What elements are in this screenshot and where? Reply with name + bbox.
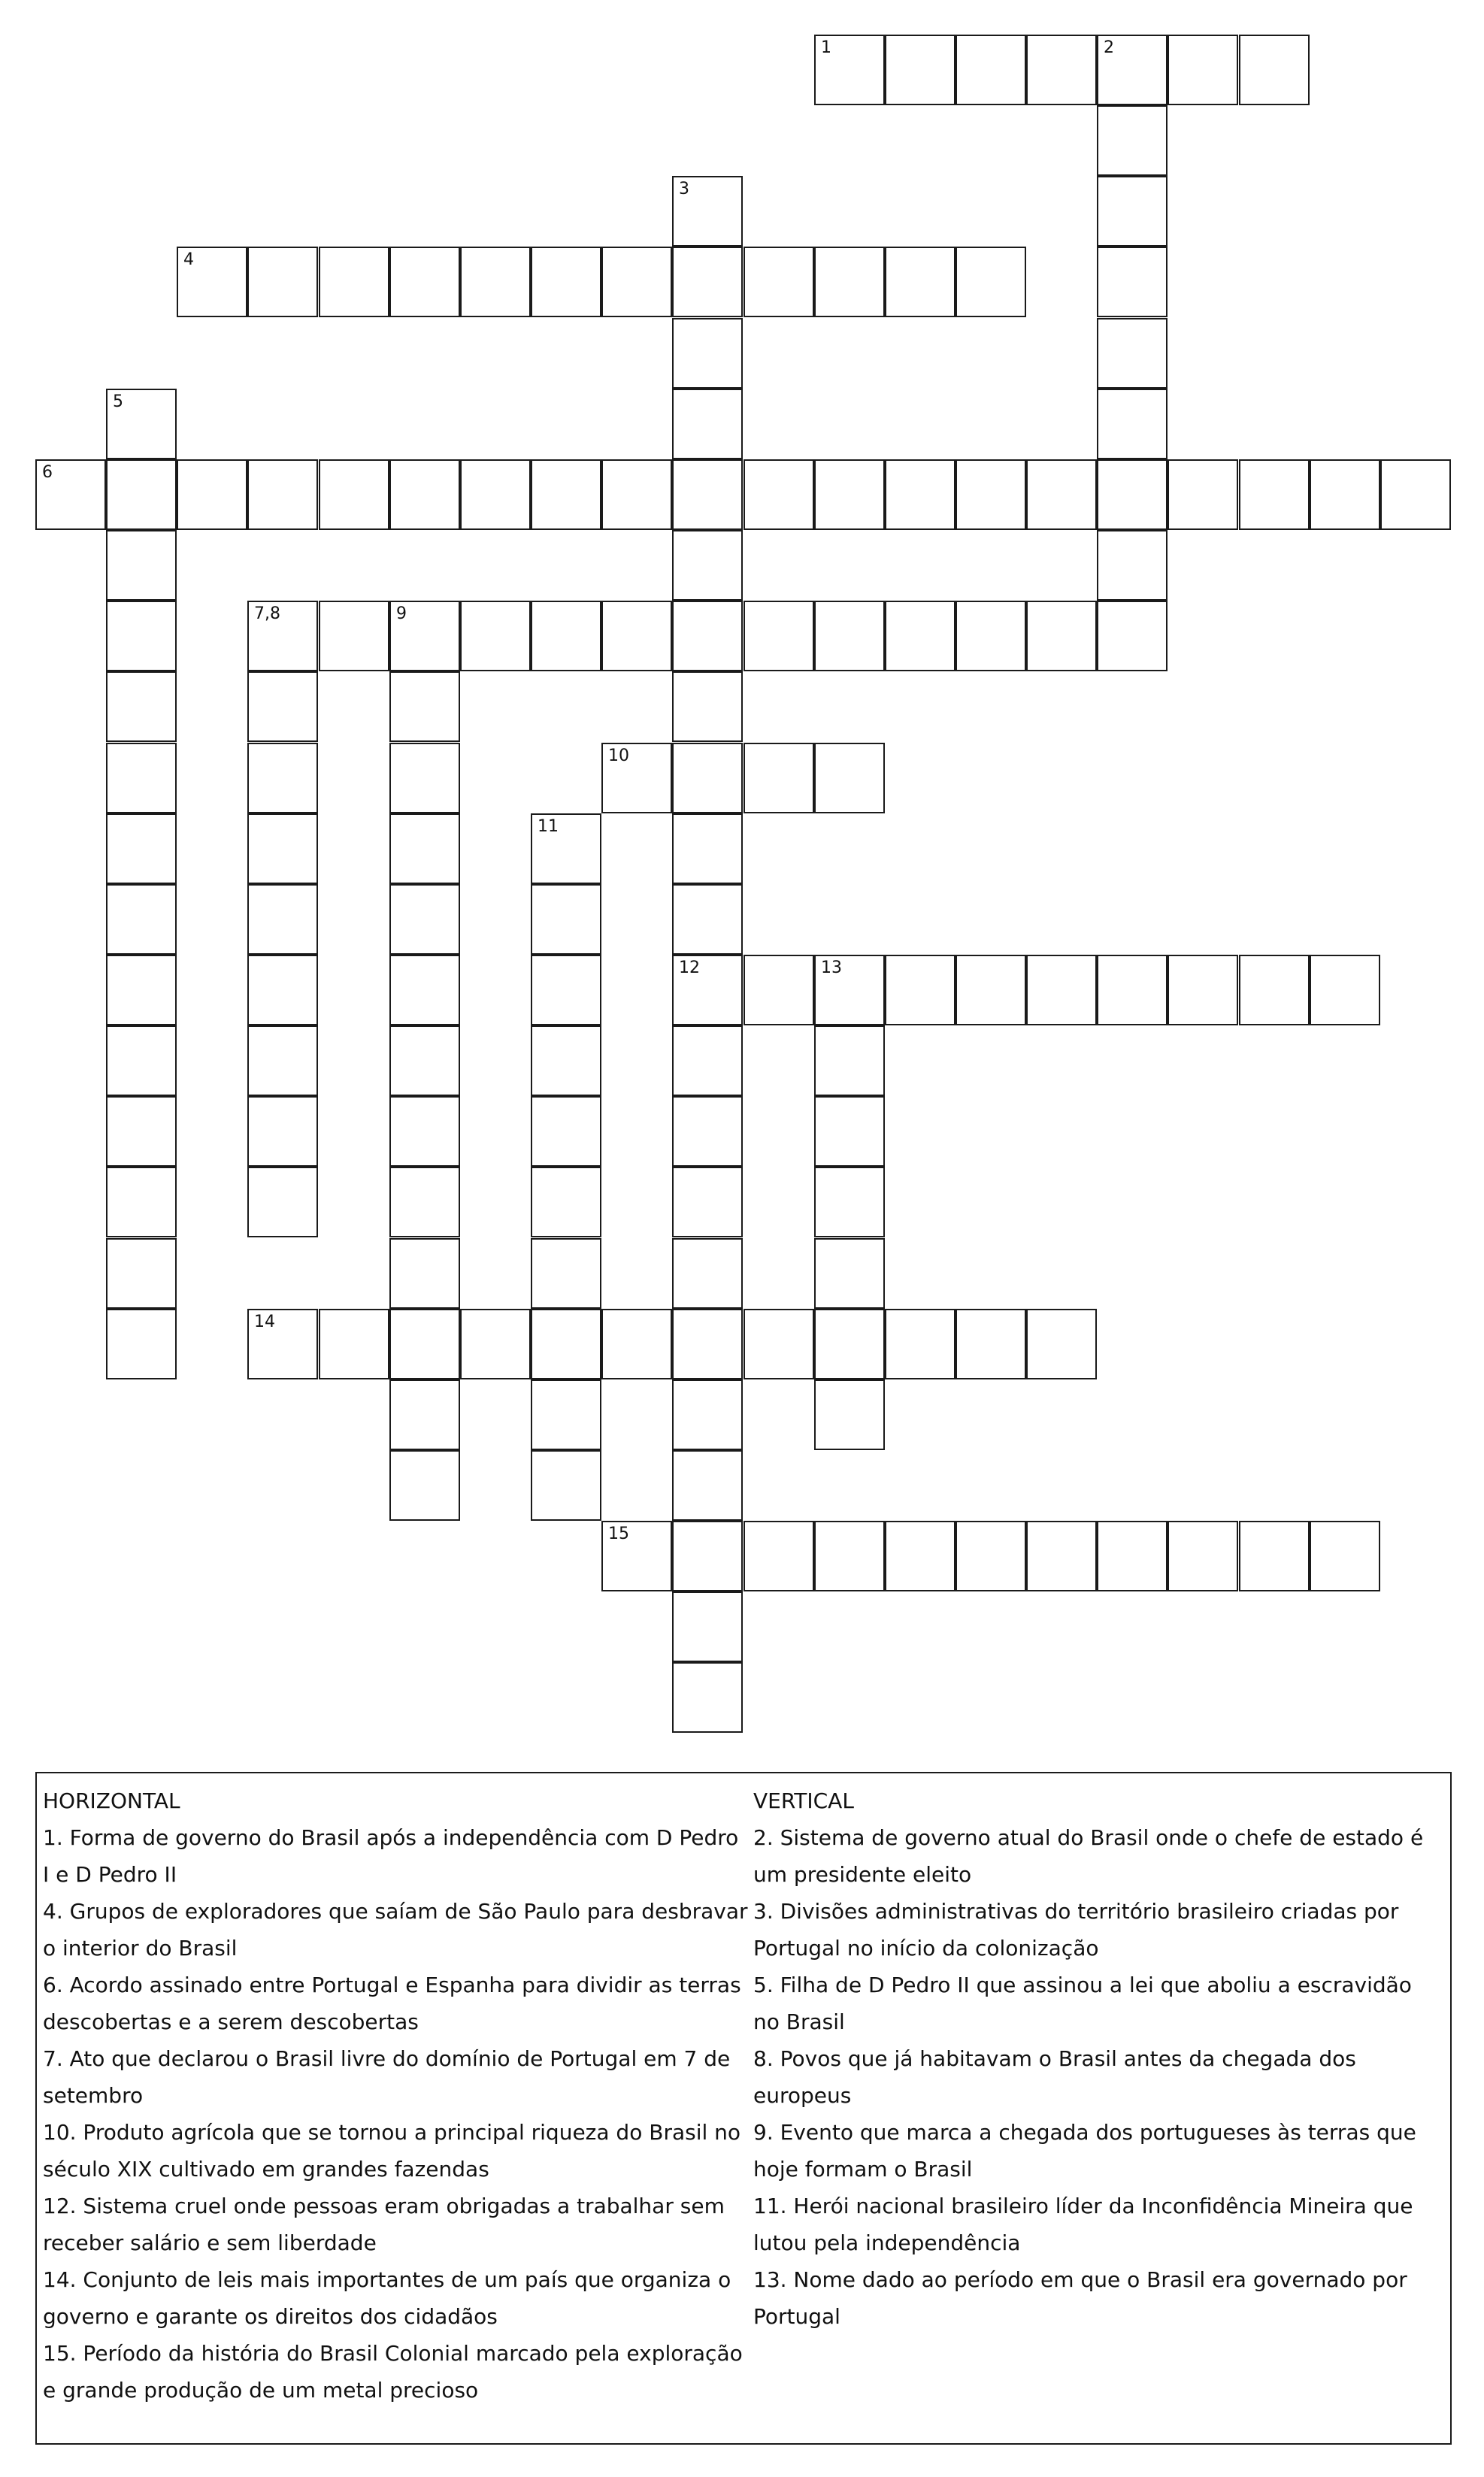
grid-cell[interactable]: [672, 1238, 743, 1309]
grid-cell[interactable]: [672, 884, 743, 955]
grid-cell[interactable]: [814, 1521, 885, 1591]
grid-cell[interactable]: [672, 1662, 743, 1733]
grid-cell[interactable]: [247, 743, 318, 813]
grid-cell[interactable]: [389, 247, 460, 317]
grid-cell[interactable]: [1097, 459, 1168, 530]
grid-cell[interactable]: [247, 955, 318, 1025]
grid-cell[interactable]: [956, 1309, 1026, 1379]
grid-cell[interactable]: [672, 601, 743, 671]
grid-cell[interactable]: [814, 1238, 885, 1309]
clue-number: 2: [1104, 38, 1114, 57]
grid-cell[interactable]: [319, 601, 389, 671]
grid-cell[interactable]: [1097, 601, 1168, 671]
grid-cell[interactable]: [956, 247, 1026, 317]
grid-cell[interactable]: [1380, 459, 1451, 530]
grid-cell[interactable]: [1026, 955, 1097, 1025]
grid-cell[interactable]: [106, 530, 177, 601]
grid-cell[interactable]: [177, 247, 247, 317]
grid-cell[interactable]: [106, 671, 177, 742]
grid-cell[interactable]: [531, 1167, 601, 1237]
grid-cell[interactable]: [1168, 1521, 1238, 1591]
clue-number: 6: [42, 463, 53, 482]
clue-down-9: 9. Evento que marca a chegada dos portugueses às terras que hoje formam o Brasil: [753, 2120, 1416, 2182]
grid-cell[interactable]: [672, 1025, 743, 1096]
grid-cell[interactable]: [956, 955, 1026, 1025]
grid-cell[interactable]: [389, 1309, 460, 1379]
grid-cell[interactable]: [531, 1096, 601, 1167]
grid-cell[interactable]: [460, 459, 531, 530]
grid-cell[interactable]: [106, 1025, 177, 1096]
grid-cell[interactable]: [319, 1309, 389, 1379]
grid-cell[interactable]: [956, 35, 1026, 105]
grid-cell[interactable]: [672, 1591, 743, 1662]
grid-cell[interactable]: [531, 601, 601, 671]
grid-cell[interactable]: [814, 1096, 885, 1167]
horizontal-heading: HORIZONTAL: [43, 1788, 180, 1813]
grid-cell[interactable]: [672, 1379, 743, 1450]
grid-cell[interactable]: [35, 459, 106, 530]
grid-cell[interactable]: [106, 1238, 177, 1309]
grid-cell[interactable]: [744, 247, 814, 317]
clue-across-14: 14. Conjunto de leis mais importantes de um país que organiza o governo e garante os direitos dos cidadãos: [43, 2267, 731, 2329]
grid-cell[interactable]: [389, 813, 460, 884]
grid-cell[interactable]: [319, 247, 389, 317]
clue-number: 7,8: [254, 604, 280, 623]
clue-down-5: 5. Filha de D Pedro II que assinou a lei que aboliu a escravidão no Brasil: [753, 1973, 1412, 2034]
grid-cell[interactable]: [885, 1521, 956, 1591]
clue-across-15: 15. Período da história do Brasil Colonial marcado pela exploração e grande produção de um metal precioso: [43, 2341, 743, 2403]
grid-cell[interactable]: [247, 1309, 318, 1379]
grid-cell[interactable]: [247, 671, 318, 742]
grid-cell[interactable]: [389, 1096, 460, 1167]
grid-cell[interactable]: [1168, 955, 1238, 1025]
grid-cell[interactable]: [814, 1379, 885, 1450]
grid-cell[interactable]: [389, 671, 460, 742]
clue-number: 11: [538, 817, 559, 836]
grid-cell[interactable]: [531, 1238, 601, 1309]
grid-cell[interactable]: [601, 1521, 672, 1591]
grid-cell[interactable]: [1026, 1521, 1097, 1591]
clue-across-7: 7. Ato que declarou o Brasil livre do domínio de Portugal em 7 de setembro: [43, 2046, 731, 2108]
grid-cell[interactable]: [1239, 955, 1310, 1025]
clues-box: [35, 1772, 1452, 2445]
grid-cell[interactable]: [1239, 35, 1310, 105]
grid-cell[interactable]: [1239, 1521, 1310, 1591]
grid-cell[interactable]: [319, 459, 389, 530]
grid-cell[interactable]: [389, 955, 460, 1025]
clue-number: 15: [608, 1525, 629, 1543]
grid-cell[interactable]: [106, 1096, 177, 1167]
grid-cell[interactable]: [672, 1309, 743, 1379]
grid-cell[interactable]: [814, 601, 885, 671]
grid-cell[interactable]: [672, 459, 743, 530]
grid-cell[interactable]: [247, 247, 318, 317]
clue-across-10: 10. Produto agrícola que se tornou a principal riqueza do Brasil no século XIX cultivado em grandes fazendas: [43, 2120, 741, 2182]
grid-cell[interactable]: [672, 389, 743, 459]
grid-cell[interactable]: [177, 459, 247, 530]
grid-cell[interactable]: [1097, 955, 1168, 1025]
grid-cell[interactable]: [601, 1309, 672, 1379]
grid-cell[interactable]: [247, 813, 318, 884]
clue-number: 4: [183, 250, 194, 269]
grid-cell[interactable]: [814, 35, 885, 105]
clue-number: 12: [679, 958, 700, 977]
grid-cell[interactable]: [531, 1025, 601, 1096]
grid-cell[interactable]: [531, 955, 601, 1025]
clue-number: 5: [113, 392, 123, 411]
grid-cell[interactable]: [531, 459, 601, 530]
grid-cell[interactable]: [814, 743, 885, 813]
grid-cell[interactable]: [531, 813, 601, 884]
clue-number: 3: [679, 180, 689, 198]
clue-across-1: 1. Forma de governo do Brasil após a independência com D Pedro I e D Pedro II: [43, 1825, 739, 1887]
grid-cell[interactable]: [531, 247, 601, 317]
grid-cell[interactable]: [672, 955, 743, 1025]
grid-cell[interactable]: [1026, 35, 1097, 105]
grid-cell[interactable]: [106, 955, 177, 1025]
grid-cell[interactable]: [389, 884, 460, 955]
horizontal-clues: [43, 1782, 750, 2409]
grid-cell[interactable]: [1097, 247, 1168, 317]
grid-cell[interactable]: [247, 1096, 318, 1167]
grid-cell[interactable]: [389, 1167, 460, 1237]
grid-cell[interactable]: [247, 459, 318, 530]
grid-cell[interactable]: [106, 884, 177, 955]
grid-cell[interactable]: [885, 1309, 956, 1379]
grid-cell[interactable]: [460, 601, 531, 671]
grid-cell[interactable]: [1097, 105, 1168, 176]
grid-cell[interactable]: [885, 955, 956, 1025]
grid-cell[interactable]: [885, 459, 956, 530]
grid-cell[interactable]: [672, 1450, 743, 1521]
grid-cell[interactable]: [1097, 35, 1168, 105]
grid-cell[interactable]: [247, 601, 318, 671]
grid-cell[interactable]: [744, 955, 814, 1025]
grid-cell[interactable]: [744, 1309, 814, 1379]
grid-cell[interactable]: [672, 530, 743, 601]
clue-down-8: 8. Povos que já habitavam o Brasil antes da chegada dos europeus: [753, 2046, 1356, 2108]
grid-cell[interactable]: [1026, 601, 1097, 671]
grid-cell[interactable]: [956, 1521, 1026, 1591]
clue-number: 14: [254, 1313, 275, 1331]
grid-cell[interactable]: [106, 459, 177, 530]
grid-cell[interactable]: [814, 1025, 885, 1096]
grid-cell[interactable]: [531, 1379, 601, 1450]
grid-cell[interactable]: [1097, 389, 1168, 459]
vertical-heading: VERTICAL: [753, 1788, 854, 1813]
grid-cell[interactable]: [672, 1521, 743, 1591]
grid-cell[interactable]: [460, 1309, 531, 1379]
grid-cell[interactable]: [744, 1521, 814, 1591]
grid-cell[interactable]: [1097, 318, 1168, 389]
grid-cell[interactable]: [672, 318, 743, 389]
grid-cell[interactable]: [247, 884, 318, 955]
grid-cell[interactable]: [389, 1450, 460, 1521]
grid-cell[interactable]: [1310, 955, 1380, 1025]
clue-across-4: 4. Grupos de exploradores que saíam de São Paulo para desbravar o interior do Brasil: [43, 1899, 748, 1961]
grid-cell[interactable]: [389, 601, 460, 671]
grid-cell[interactable]: [389, 1238, 460, 1309]
grid-cell[interactable]: [885, 601, 956, 671]
clue-number: 13: [821, 958, 842, 977]
grid-cell[interactable]: [389, 1025, 460, 1096]
grid-cell[interactable]: [1097, 1521, 1168, 1591]
grid-cell[interactable]: [672, 813, 743, 884]
grid-cell[interactable]: [247, 1167, 318, 1237]
grid-cell[interactable]: [1026, 459, 1097, 530]
clue-down-2: 2. Sistema de governo atual do Brasil onde o chefe de estado é um presidente eleito: [753, 1825, 1424, 1887]
clue-down-11: 11. Herói nacional brasileiro líder da Inconfidência Mineira que lutou pela independência: [753, 2194, 1413, 2255]
grid-cell[interactable]: [814, 459, 885, 530]
grid-cell[interactable]: [1310, 1521, 1380, 1591]
grid-cell[interactable]: [814, 247, 885, 317]
grid-cell[interactable]: [601, 459, 672, 530]
grid-cell[interactable]: [744, 459, 814, 530]
grid-cell[interactable]: [672, 743, 743, 813]
grid-cell[interactable]: [744, 601, 814, 671]
grid-cell[interactable]: [814, 955, 885, 1025]
grid-cell[interactable]: [601, 743, 672, 813]
grid-cell[interactable]: [531, 1309, 601, 1379]
grid-cell[interactable]: [744, 743, 814, 813]
grid-cell[interactable]: [672, 671, 743, 742]
grid-cell[interactable]: [1097, 530, 1168, 601]
grid-cell[interactable]: [106, 601, 177, 671]
grid-cell[interactable]: [106, 743, 177, 813]
grid-cell[interactable]: [672, 176, 743, 247]
clue-number: 1: [821, 38, 831, 57]
clue-number: 9: [396, 604, 407, 623]
grid-cell[interactable]: [106, 1167, 177, 1237]
grid-cell[interactable]: [885, 35, 956, 105]
grid-cell[interactable]: [106, 1309, 177, 1379]
grid-cell[interactable]: [531, 884, 601, 955]
grid-cell[interactable]: [389, 743, 460, 813]
grid-cell[interactable]: [531, 1450, 601, 1521]
clue-down-3: 3. Divisões administrativas do território brasileiro criadas por Portugal no início da colonização: [753, 1899, 1399, 1961]
grid-cell[interactable]: [885, 247, 956, 317]
grid-cell[interactable]: [1168, 35, 1238, 105]
clue-down-13: 13. Nome dado ao período em que o Brasil era governado por Portugal: [753, 2267, 1407, 2329]
grid-cell[interactable]: [814, 1167, 885, 1237]
clue-across-12: 12. Sistema cruel onde pessoas eram obrigadas a trabalhar sem receber salário e sem liberdade: [43, 2194, 725, 2255]
grid-cell[interactable]: [247, 1025, 318, 1096]
grid-cell[interactable]: [106, 813, 177, 884]
grid-cell[interactable]: [106, 389, 177, 459]
grid-cell[interactable]: [389, 459, 460, 530]
vertical-clues: [753, 1782, 1441, 2335]
grid-cell[interactable]: [1097, 176, 1168, 247]
grid-cell[interactable]: [601, 247, 672, 317]
grid-cell[interactable]: [814, 1309, 885, 1379]
grid-cell[interactable]: [672, 1096, 743, 1167]
grid-cell[interactable]: [672, 1167, 743, 1237]
grid-cell[interactable]: [1168, 459, 1238, 530]
clue-across-6: 6. Acordo assinado entre Portugal e Espanha para dividir as terras descobertas e a serem descobertas: [43, 1973, 741, 2034]
grid-cell[interactable]: [460, 247, 531, 317]
grid-cell[interactable]: [672, 247, 743, 317]
grid-cell[interactable]: [956, 601, 1026, 671]
clue-number: 10: [608, 746, 629, 765]
grid-cell[interactable]: [1239, 459, 1310, 530]
grid-cell[interactable]: [601, 601, 672, 671]
grid-cell[interactable]: [1026, 1309, 1097, 1379]
grid-cell[interactable]: [1310, 459, 1380, 530]
grid-cell[interactable]: [956, 459, 1026, 530]
grid-cell[interactable]: [389, 1379, 460, 1450]
